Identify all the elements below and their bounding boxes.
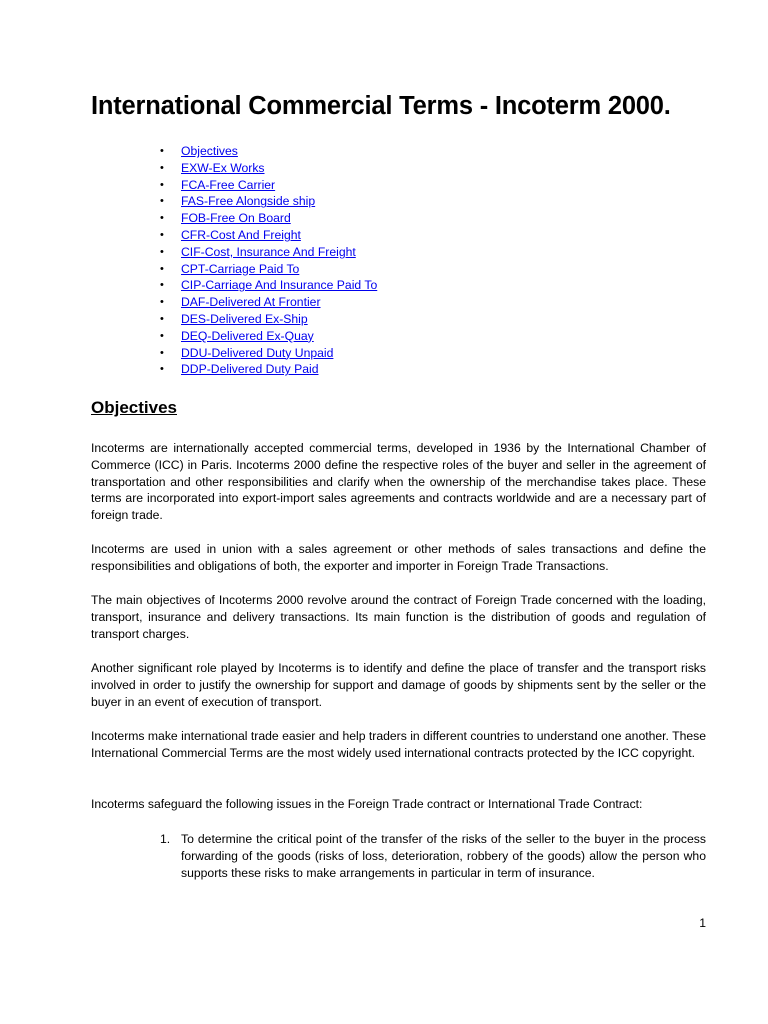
toc-item <box>160 244 377 261</box>
numbered-list-item <box>160 831 706 881</box>
toc-link-deq[interactable]: DEQ-Delivered Ex-Quay <box>181 328 314 343</box>
toc-link-ddu[interactable]: DDU-Delivered Duty Unpaid <box>181 345 334 360</box>
paragraph: Incoterms make international trade easier and help traders in different countries to understand one another. These International Commercial Terms are the most widely used international contracts protected by the ICC copyright. <box>91 729 706 760</box>
bullet-icon: • <box>160 312 164 325</box>
toc-item <box>160 210 377 227</box>
bullet-icon: • <box>160 329 164 342</box>
bullet-icon: • <box>160 346 164 359</box>
paragraph: Another significant role played by Incoterms is to identify and define the place of transfer and the transport risks involved in order to justify the ownership for support and damage of goods by shipments sent by the seller or the buyer in an event of execution of transport. <box>91 661 706 709</box>
paragraph: Incoterms are internationally accepted commercial terms, developed in 1936 by the International Chamber of Commerce (ICC) in Paris. Incoterms 2000 define the respective roles of the buyer and seller in the agreement of transportation and other responsibilities and clarify when the ownership of the merchandise takes place. These terms are incorporated into export-import sales agreements and contracts worldwide and are a necessary part of foreign trade. <box>91 441 706 523</box>
page-number: 1 <box>699 916 706 930</box>
toc-link-objectives[interactable]: Objectives <box>181 144 238 158</box>
toc-link-cif[interactable]: CIF-Cost, Insurance And Freight <box>181 244 356 259</box>
bullet-icon: • <box>160 212 164 225</box>
bullet-icon: • <box>160 279 164 292</box>
toc-item <box>160 345 377 362</box>
toc-item <box>160 328 377 345</box>
bullet-icon: • <box>160 245 164 258</box>
toc-item <box>160 160 377 177</box>
list-item-text: To determine the critical point of the transfer of the risks of the seller to the buyer in the process forwarding of the goods (risks of loss, deterioration, robbery of the goods) allow the person who supports these risks to make arrangements in particular in term of insurance. <box>181 832 706 880</box>
toc-item <box>160 277 377 294</box>
toc-item <box>160 193 377 210</box>
toc-item <box>160 311 377 328</box>
toc-link-daf[interactable]: DAF-Delivered At Frontier <box>181 295 321 310</box>
bullet-icon: • <box>160 178 164 191</box>
list-number: 1. <box>160 832 171 846</box>
toc-item <box>160 177 377 194</box>
bullet-icon: • <box>160 161 164 174</box>
toc-link-cpt[interactable]: CPT-Carriage Paid To <box>181 261 300 276</box>
toc-link-cfr[interactable]: CFR-Cost And Freight <box>181 227 301 242</box>
toc-link-des[interactable]: DES-Delivered Ex-Ship <box>181 311 308 326</box>
toc-item <box>160 261 377 278</box>
toc-item <box>160 143 377 160</box>
bullet-icon: • <box>160 363 164 376</box>
page-title: International Commercial Terms - Incoterm 2000. <box>91 92 671 120</box>
section-heading-objectives: Objectives <box>91 398 177 417</box>
bullet-icon: • <box>160 228 164 241</box>
paragraph: Incoterms are used in union with a sales agreement or other methods of sales transactions and define the responsibilities and obligations of both, the exporter and importer in Foreign Trade Transactions. <box>91 542 706 573</box>
toc-link-exw[interactable]: EXW-Ex Works <box>181 160 265 175</box>
paragraph: The main objectives of Incoterms 2000 revolve around the contract of Foreign Trade concerned with the loading, transport, insurance and delivery transactions. Its main function is the distribution of goods and regulation of transport charges. <box>91 593 706 641</box>
paragraph: Incoterms safeguard the following issues in the Foreign Trade contract or International Trade Contract: <box>91 797 643 811</box>
toc-item <box>160 227 377 244</box>
toc-link-fob[interactable]: FOB-Free On Board <box>181 211 291 226</box>
toc-link-cip[interactable]: CIP-Carriage And Insurance Paid To <box>181 278 378 293</box>
toc-link-ddp[interactable]: DDP-Delivered Duty Paid <box>181 362 319 377</box>
toc-item <box>160 294 377 311</box>
bullet-icon: • <box>160 262 164 275</box>
bullet-icon: • <box>160 145 164 157</box>
table-of-contents <box>160 143 377 378</box>
bullet-icon: • <box>160 296 164 309</box>
bullet-icon: • <box>160 195 164 208</box>
toc-item <box>160 361 377 378</box>
toc-link-fca[interactable]: FCA-Free Carrier <box>181 177 276 192</box>
toc-link-fas[interactable]: FAS-Free Alongside ship <box>181 194 316 209</box>
